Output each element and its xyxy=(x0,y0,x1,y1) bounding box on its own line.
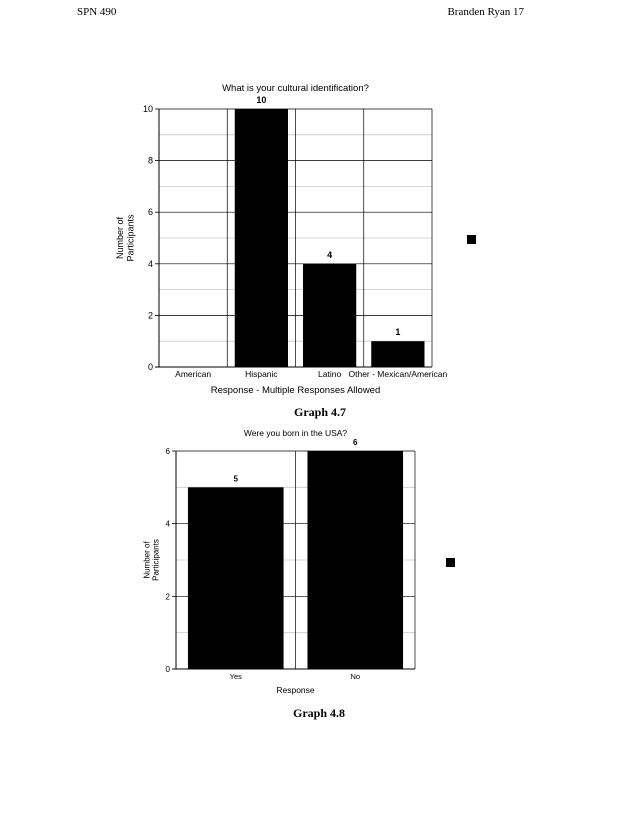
chart2-ytick-label: 0 xyxy=(165,665,170,674)
graph-caption-4-8: Graph 4.8 xyxy=(292,706,345,720)
chart1-category-label: Hispanic xyxy=(245,369,278,379)
header-author-page: Branden Ryan 17 xyxy=(447,6,524,18)
chart2-bar xyxy=(188,487,284,669)
chart1-ytick-label: 0 xyxy=(147,362,153,372)
chart1-category-label: Latino xyxy=(318,369,342,379)
chart1-category-label: Other - Mexican/American xyxy=(348,369,448,379)
chart1-data-label: 4 xyxy=(327,249,333,260)
chart2-ylabel: Number ofParticipants xyxy=(142,539,161,581)
chart2-ytick-label: 4 xyxy=(165,519,170,529)
graph-caption-4-7: Graph 4.7 xyxy=(293,405,346,419)
chart1-ytick-label: 6 xyxy=(147,207,153,218)
chart1-bar xyxy=(235,109,288,367)
chart1-ytick-label: 4 xyxy=(147,258,153,269)
chart1-ytick-label: 8 xyxy=(147,155,153,166)
chart1-xlabel: Response - Multiple Responses Allowed xyxy=(210,385,381,396)
header-course: SPN 490 xyxy=(77,6,117,18)
chart2-ytick-label: 2 xyxy=(165,592,170,602)
chart1-category-label: American xyxy=(175,369,212,379)
chart2-category-label: No xyxy=(350,672,361,681)
marker-square-icon xyxy=(446,558,455,567)
chart2-data-label: 6 xyxy=(353,438,358,447)
chart1-ylabel: Number ofParticipants xyxy=(115,214,136,262)
chart2-category-label: Yes xyxy=(229,672,242,681)
chart1-data-label: 1 xyxy=(395,327,401,338)
marker-square-icon xyxy=(467,235,476,244)
chart2-data-label: 5 xyxy=(233,474,238,484)
chart2-ytick-label: 6 xyxy=(165,447,170,456)
chart1-bar xyxy=(303,264,356,367)
chart1-data-label: 10 xyxy=(256,95,267,105)
chart2-bar xyxy=(307,451,403,669)
chart1-bar xyxy=(371,341,424,367)
chart1-title: What is your cultural identification? xyxy=(222,83,369,94)
chart1-ytick-label: 10 xyxy=(142,104,153,114)
chart1-ytick-label: 2 xyxy=(147,310,153,321)
chart2-title: Were you born in the USA? xyxy=(243,428,348,438)
chart2-xlabel: Response xyxy=(276,685,315,695)
